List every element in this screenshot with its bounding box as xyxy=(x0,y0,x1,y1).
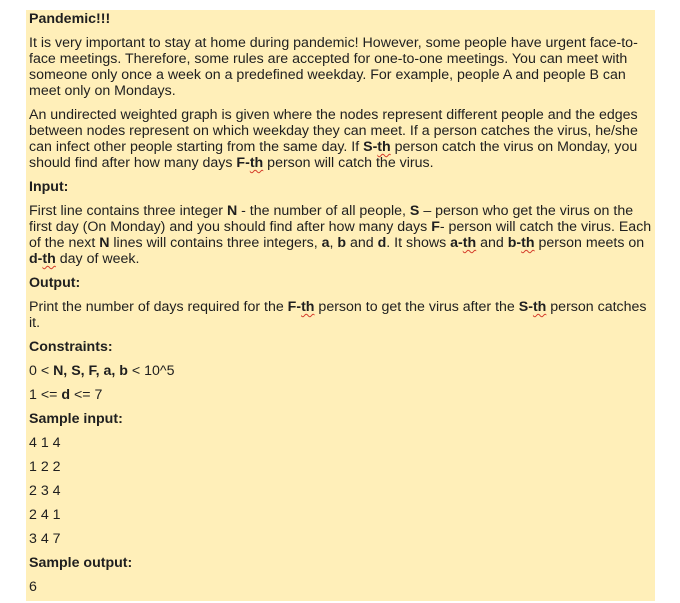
problem-title: Pandemic!!! xyxy=(29,11,111,27)
sample-input-heading: Sample input: xyxy=(29,411,123,427)
constraint-line: 1 <= d <= 7 xyxy=(29,387,103,403)
output-heading: Output: xyxy=(29,275,81,291)
sample-output-value: 6 xyxy=(29,579,37,595)
sample-input-line: 2 4 1 xyxy=(29,507,61,523)
spellcheck-word: th xyxy=(377,139,391,155)
sample-output-heading: Sample output: xyxy=(29,555,133,571)
spellcheck-word: th xyxy=(42,251,56,267)
sample-input-line: 1 2 2 xyxy=(29,459,61,475)
output-description: Print the number of days required for the F-th person to get the virus after the S-th person catches it. xyxy=(29,299,647,331)
sample-input-line: 3 4 7 xyxy=(29,531,61,547)
problem-statement-panel xyxy=(26,10,655,601)
spellcheck-word: th xyxy=(249,155,264,171)
intro-paragraph: It is very important to stay at home during pandemic! However, some people have urgent face-to-face meetings. Therefore, some rules are accepted for one-to-one meetings. You can meet with someone only once a week on a predefined weekday. For example, people A and people B can meet only on Mondays. xyxy=(29,35,638,99)
spellcheck-word: th xyxy=(532,299,547,315)
input-description: First line contains three integer N - the number of all people, S – person who get the virus on the first day (On Monday) and you should find after how many days F- person will catch the virus. Each of the next N lines will contains three integers, a, b and d. It shows a-th and b-th person meets on d-th day of week. xyxy=(29,203,652,267)
description-paragraph: An undirected weighted graph is given where the nodes represent different people and the edges between nodes represent on which weekday they can meet. If a person catches the virus, he/she can infect other people starting from the same day. If S-th person catch the virus on Monday, you should find after how many days F-th person will catch the virus. xyxy=(29,107,638,171)
spellcheck-word: th xyxy=(462,235,477,251)
constraints-heading: Constraints: xyxy=(29,339,113,355)
sample-input-line: 4 1 4 xyxy=(29,435,61,451)
input-heading: Input: xyxy=(29,179,69,195)
constraint-line: 0 < N, S, F, a, b < 10^5 xyxy=(29,363,175,379)
sample-input-line: 2 3 4 xyxy=(29,483,61,499)
spellcheck-word: th xyxy=(521,235,535,251)
spellcheck-word: th xyxy=(301,299,315,315)
